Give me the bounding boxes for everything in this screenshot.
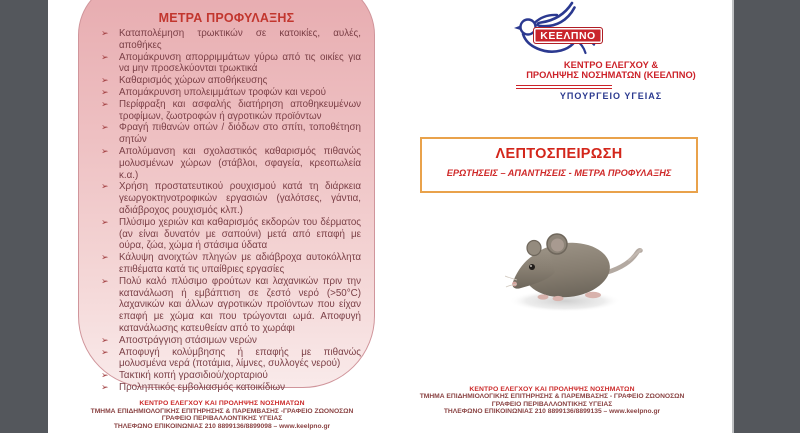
- arrow-bullet-icon: ➢: [101, 51, 109, 62]
- arrow-bullet-icon: ➢: [101, 98, 109, 109]
- arrow-bullet-icon: ➢: [101, 75, 109, 86]
- mouse-photo: [505, 228, 653, 316]
- prevention-item: [101, 122, 361, 146]
- prevention-item: [101, 252, 361, 276]
- logo-org-line1: ΚΕΝΤΡΟ ΕΛΕΓΧΟΥ &: [563, 60, 659, 70]
- mouse-image-icon: [505, 228, 653, 316]
- brochure-page: [48, 0, 734, 433]
- disease-subtitle: ΕΡΩΤΗΣΕΙΣ – ΑΠΑΝΤΗΣΕΙΣ - ΜΕΤΡΑ ΠΡΟΦΥΛΑΞΗΣ: [446, 168, 672, 178]
- arrow-bullet-icon: ➢: [101, 334, 109, 345]
- prevention-item-text: Προληπτικός εμβολιασμός κατοικίδιων: [119, 381, 286, 393]
- arrow-bullet-icon: ➢: [101, 370, 109, 381]
- prevention-list: [101, 28, 361, 394]
- prevention-item-text: Απολύμανση και σχολαστικός καθαρισμός πιθανώς μολυσμένων χώρων (στάβλοι, σφαγεία, κρεοπωλεία κ.α.): [119, 145, 361, 181]
- left-footer-lines: [48, 408, 396, 431]
- right-footer-line: ΤΗΛΕΦΩΝΟ ΕΠΙΚΟΙΝΩΝΙΑΣ 210 8899136/8899135 – www.keelpno.gr: [443, 408, 661, 416]
- prevention-item: [101, 276, 361, 335]
- left-footer-org: ΚΕΝΤΡΟ ΕΛΕΓΧΟΥ ΚΑΙ ΠΡΟΛΗΨΗΣ ΝΟΣΗΜΑΤΩΝ: [139, 400, 305, 407]
- prevention-item-text: Καθαρισμός χώρων αποθήκευσης: [119, 75, 268, 87]
- prevention-item-text: Περίφραξη και ασφαλής διατήρηση αποθηκευμένων τροφίμων, ζωοτροφών ή αγροτικών προϊόντων: [119, 98, 361, 122]
- prevention-item: [101, 99, 361, 123]
- arrow-bullet-icon: ➢: [101, 381, 109, 392]
- prevention-item: [101, 217, 361, 252]
- prevention-item-text: Φραγή πιθανών οπών / διόδων στο σπίτι, τοποθέτηση σητών: [119, 122, 361, 146]
- left-footer-line: ΤΜΗΜΑ ΕΠΙΔΗΜΙΟΛΟΓΙΚΗΣ ΕΠΙΤΗΡΗΣΗΣ & ΠΑΡΕΜΒΑΣΗΣ -ΓΡΑΦΕΙΟ ΖΩΟΝΟΣΩΝ: [90, 407, 354, 415]
- right-footer-line: ΓΡΑΦΕΙΟ ΠΕΡΙΒΑΛΛΟΝΤΙΚΗΣ ΥΓΕΙΑΣ: [491, 400, 613, 408]
- double-rule-divider: [516, 85, 612, 89]
- disease-title: ΛΕΠΤΟΣΠΕΙΡΩΣΗ: [495, 146, 623, 162]
- arrow-bullet-icon: ➢: [101, 275, 109, 286]
- prevention-item: [101, 146, 361, 181]
- left-footer-line: ΤΗΛΕΦΩΝΟ ΕΠΙΚΟΙΝΩΝΙΑΣ 210 8899136/8899098 – www.keelpno.gr: [113, 422, 331, 430]
- prevention-panel-title: ΜΕΤΡΑ ΠΡΟΦΥΛΑΞΗΣ: [158, 11, 295, 25]
- prevention-item: [101, 52, 361, 76]
- right-footer-line: ΤΜΗΜΑ ΕΠΙΔΗΜΙΟΛΟΓΙΚΗΣ ΕΠΙΤΗΡΗΣΗΣ & ΠΑΡΕΜΒΑΣΗΣ - ΓΡΑΦΕΙΟ ΖΩΟΝΟΣΩΝ: [419, 393, 685, 401]
- arrow-bullet-icon: ➢: [101, 145, 109, 156]
- prevention-item: [101, 382, 361, 394]
- prevention-item-text: Πλύσιμο χεριών και καθαρισμός εκδορών του δέρματος (αν είναι δυνατόν με σαπούνι) μετά από επαφή με ούρα, ζώα, χώμα ή στάσιμα ύδατα: [119, 216, 361, 252]
- prevention-item-text: Τακτική κοπή γρασιδιού/χορταριού: [119, 370, 268, 382]
- prevention-item-text: Κάλυψη ανοιχτών πληγών με αδιάβροχα αυτοκόλλητα επιθέματα κατά τις υπαίθριες εργασίες: [119, 252, 361, 275]
- right-footer: [372, 386, 732, 416]
- prevention-item: [101, 28, 361, 52]
- ministry-label: ΥΠΟΥΡΓΕΙΟ ΥΓΕΙΑΣ: [559, 91, 663, 101]
- arrow-bullet-icon: ➢: [101, 181, 109, 192]
- prevention-item: [101, 75, 361, 87]
- prevention-item: [101, 347, 361, 371]
- prevention-item: [101, 87, 361, 99]
- prevention-item-text: Χρήση προστατευτικού ρουχισμού κατά τη διάρκεια γεωργοκτηνοτροφικών εργασιών (γαλότσες, γάντια, αδιάβροχος ρουχισμός κλπ.): [119, 181, 361, 216]
- prevention-item-text: Απομάκρυνση απορριμμάτων γύρω από τις οικίες για να μην προσελκύονται τρωκτικά: [119, 51, 361, 75]
- prevention-item: [101, 181, 361, 216]
- prevention-panel: [78, 0, 375, 393]
- arrow-bullet-icon: ➢: [101, 86, 109, 97]
- prevention-item-text: Αποφυγή κολύμβησης ή επαφής με πιθανώς μολυσμένα νερά (ποτάμια, λίμνες, συλλογές νερού): [119, 346, 361, 370]
- logo-org-name: [476, 60, 746, 80]
- arrow-bullet-icon: ➢: [101, 122, 109, 133]
- arrow-bullet-icon: ➢: [101, 28, 109, 38]
- keelpno-badge: ΚΕΕΛΠΝΟ: [533, 27, 603, 44]
- prevention-item-text: Αποστράγγιση στάσιμων νερών: [119, 334, 257, 346]
- arrow-bullet-icon: ➢: [101, 252, 109, 263]
- prevention-item-text: Απομάκρυνση υπολειμμάτων τροφών και νερού: [119, 86, 326, 98]
- right-footer-lines: [372, 393, 732, 415]
- prevention-item: [101, 370, 361, 382]
- right-footer-org: ΚΕΝΤΡΟ ΕΛΕΓΧΟΥ ΚΑΙ ΠΡΟΛΗΨΗΣ ΝΟΣΗΜΑΤΩΝ: [469, 386, 635, 393]
- arrow-bullet-icon: ➢: [101, 346, 109, 357]
- prevention-item-text: Καταπολέμηση τρωκτικών σε κατοικίες, αυλές, αποθήκες: [119, 28, 361, 51]
- left-footer-line: ΓΡΑΦΕΙΟ ΠΕΡΙΒΑΛΛΟΝΤΙΚΗΣ ΥΓΕΙΑΣ: [161, 415, 283, 423]
- disease-title-box: [420, 137, 698, 193]
- prevention-item-text: Πολύ καλό πλύσιμο φρούτων και λαχανικών πριν την κατανάλωση ή εμβάπτιση σε ζεστό νερό (>50°C) λαχανικών και άλλων αγροτικών προϊόντων που είχαν επαφή με χώμα και που τρώγονται ωμά. Αποφυγή κατανάλωσης κατευθείαν από το χωράφι: [119, 275, 361, 334]
- arrow-bullet-icon: ➢: [101, 216, 109, 227]
- logo-org-line2: ΠΡΟΛΗΨΗΣ ΝΟΣΗΜΑΤΩΝ (ΚΕΕΛΠΝΟ): [526, 70, 696, 80]
- prevention-item: [101, 335, 361, 347]
- left-footer: [48, 400, 396, 430]
